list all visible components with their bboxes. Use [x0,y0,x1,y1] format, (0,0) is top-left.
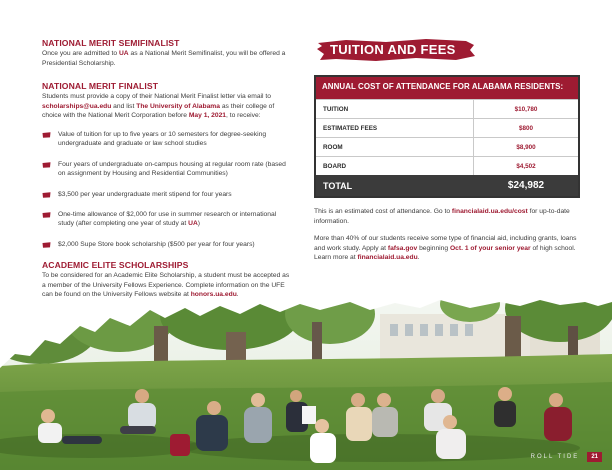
list-item [42,160,290,179]
list-item [42,210,290,229]
school-name: The University of Alabama [136,102,220,110]
row-label: ROOM [316,138,474,156]
finalist-text-1: Students must provide a copy of their National Merit Finalist letter via email to [42,93,271,101]
fafsa-date: Oct. 1 of your senior year [449,244,531,252]
fafsa-link[interactable]: fafsa.gov [387,244,418,252]
bullet-icon [42,162,51,168]
cost-note [314,207,580,226]
list-item [42,240,290,249]
row-value: $8,900 [516,143,536,151]
ua-abbrev: UA [188,220,198,228]
row-value: $800 [518,124,533,132]
table-row [316,118,578,137]
tuition-banner [316,38,476,62]
total-value: $24,982 [507,180,545,191]
aid-text-4: . [417,254,420,262]
finalist-section [42,81,290,249]
semifinalist-text-1: Once you are admitted to [42,50,119,57]
table-row [316,156,578,175]
row-value: $10,780 [514,105,538,113]
ua-abbrev: UA [118,50,129,57]
campus-photo [0,296,612,470]
aid-text-1: More than 40% of our students receive some type of financial aid, including grants, loans and work study. Apply at [314,235,577,252]
benefit-text-main: One-time allowance of $2,000 for use in summer research or international study (after completing one year of study at [58,211,277,228]
cost-table-header: ANNUAL COST OF ATTENDANCE FOR ALABAMA RESIDENTS: [316,77,578,99]
bullet-icon [42,192,51,198]
page-number: 21 [587,452,602,462]
total-row [316,175,578,196]
finalist-text-3: as their college of choice with the National Merit Corporation before [42,102,275,120]
list-item [42,190,290,199]
aid-text-2: beginning [417,244,450,252]
finalist-text-2: and list [111,102,137,110]
benefits-list [42,130,290,249]
aid-text-3: of high school. Learn more at [314,244,576,262]
page-footer [531,452,602,462]
financial-aid-cost-link[interactable]: financialaid.ua.edu/cost [451,208,528,215]
semifinalist-section [42,38,290,68]
total-label: TOTAL [323,180,353,191]
finalist-heading: NATIONAL MERIT FINALIST [42,81,159,92]
elite-text [42,271,290,300]
cost-note-text: This is an estimated cost of attendance. Go to [314,208,452,215]
benefit-text: $3,500 per year undergraduate merit stipend for four years [58,190,232,198]
row-label: BOARD [316,157,474,175]
campus-lawn-illustration [0,296,612,470]
benefit-text: Four years of undergraduate on-campus housing at regular room rate (based on assignment by Housing and Residential Communities) [58,160,286,178]
row-value: $4,502 [516,162,536,170]
left-column [42,38,290,308]
row-label: TUITION [316,100,474,118]
list-item [42,130,290,149]
benefit-text-end: ) [197,220,201,228]
roll-tide-tag: ROLL TIDE [530,454,580,460]
finalist-text [42,92,290,121]
deadline-date: May 1, 2021 [188,112,227,120]
semifinalist-heading: NATIONAL MERIT SEMIFINALIST [42,38,180,48]
elite-text-main: To be considered for an Academic Elite Scholarship, a student must be accepted as a member of the University Fellows Experience. Complete information on the UFE can be found on the University Fellows website at [42,272,290,299]
semifinalist-text-2: as a National Merit Semifinalist, you will be offered a Presidential Scholarship. [42,50,286,67]
cost-note-end: for up-to-date information. [314,208,570,225]
bullet-icon [42,212,51,218]
elite-section [42,260,290,300]
elite-text-end: . [236,291,239,299]
benefit-text [58,210,290,229]
benefit-text: Value of tuition for up to five years or 10 semesters for degree-seeking undergraduate and graduate or law school studies [58,130,267,148]
elite-heading: ACADEMIC ELITE SCHOLARSHIPS [42,260,189,271]
row-label: ESTIMATED FEES [316,119,474,137]
financial-aid-paragraph [314,234,580,263]
honors-link[interactable]: honors.ua.edu [190,291,237,299]
financial-aid-link[interactable]: financialaid.ua.edu [357,254,418,262]
scholarships-email-link[interactable]: scholarships@ua.edu [42,102,112,110]
benefit-text: $2,000 Supe Store book scholarship ($500 per year for four years) [58,240,255,248]
tuition-banner-title: TUITION AND FEES [330,42,456,57]
cost-table [314,75,580,198]
bullet-icon [42,132,51,138]
bullet-icon [42,242,51,248]
semifinalist-text [42,49,290,68]
table-row [316,137,578,156]
finalist-text-4: , to receive: [226,112,261,120]
table-row [316,99,578,118]
right-column [314,38,580,263]
